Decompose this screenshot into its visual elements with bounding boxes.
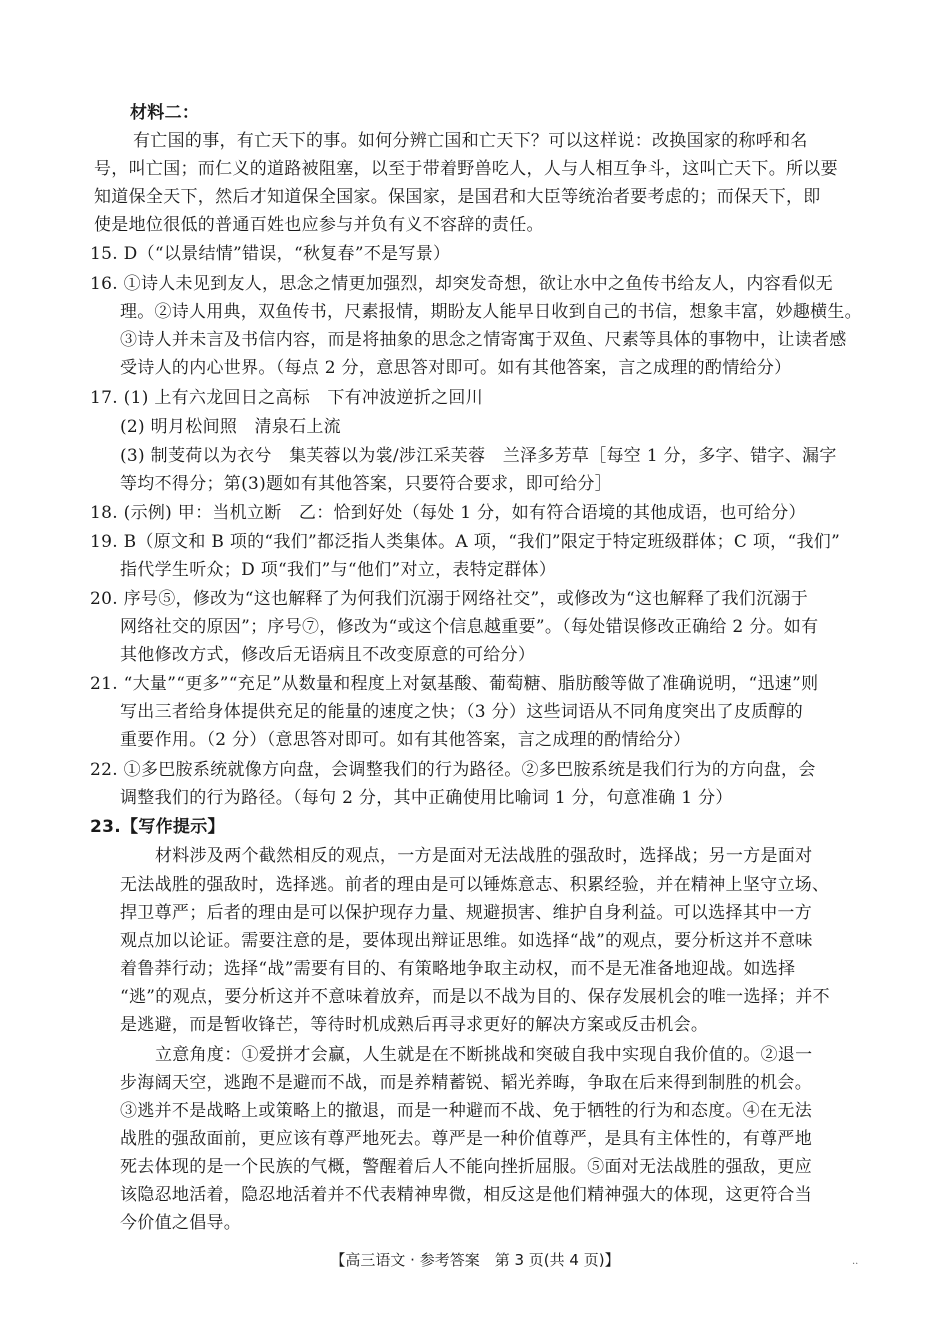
- material2-line: 知道保全天下，然后才知道保全国家。保国家，是国君和大臣等统治者要考虑的；而保天下，即: [94, 187, 821, 207]
- answer-17-line: (2) 明月松间照 清泉石上流: [120, 417, 341, 437]
- writing-para1-line: 材料涉及两个截然相反的观点，一方是面对无法战胜的强敌时，选择战；另一方是面对: [155, 846, 813, 866]
- answer-19-line: 19. B（原文和 B 项的“我们”都泛指人类集体。A 项，“我们”限定于特定班级群体；C 项，“我们”: [90, 532, 841, 552]
- answer-20-line: 网络社交的原因”；序号⑦，修改为“或这个信息越重要”。（每处错误修改正确给 2 分。如有: [120, 617, 819, 637]
- answer-21-line: 写出三者给身体提供充足的能量的速度之快；（3 分）这些词语从不同角度突出了皮质醇的: [120, 702, 804, 722]
- writing-para1-line: “逃”的观点，要分析这并不意味着放弃，而是以不战为目的、保存发展机会的唯一选择；并不: [120, 987, 830, 1007]
- writing-para2-line: 步海阔天空，逃跑不是避而不战，而是养精蓄锐、韬光养晦，争取在后来得到制胜的机会。: [120, 1073, 812, 1093]
- answer-20-line: 其他修改方式，修改后无语病且不改变原意的可给分）: [120, 645, 536, 665]
- answer-17-line: (3) 制芰荷以为衣兮 集芙蓉以为裳/涉江采芙蓉 兰泽多芳草［每空 1 分，多字、错字、漏字: [120, 446, 837, 466]
- writing-para2-line: 死去体现的是一个民族的气概，警醒着后人不能向挫折屈服。⑤面对无法战胜的强敌，更应: [120, 1157, 812, 1177]
- answer-16-line: 16. ①诗人未见到友人，思念之情更加强烈，却突发奇想，欲让水中之鱼传书给友人，内容看似无: [90, 274, 833, 294]
- material2-heading: 材料二：: [130, 103, 200, 123]
- writing-para1-line: 捍卫尊严；后者的理由是可以保护现存力量、规避损害、维护自身利益。可以选择其中一方: [120, 903, 812, 923]
- answer-16-line: ③诗人并未言及书信内容，而是将抽象的思念之情寄寓于双鱼、尺素等具体的事物中，让读者感: [120, 330, 847, 350]
- answer-16-line: 理。②诗人用典，双鱼传书，尺素报情，期盼友人能早日收到自己的书信，想象丰富，妙趣横生。: [120, 302, 862, 322]
- writing-para1-line: 着鲁莽行动；选择“战”需要有目的、有策略地争取主动权，而不是无准备地迎战。如选择: [120, 959, 796, 979]
- writing-para1-line: 无法战胜的强敌时，选择逃。前者的理由是可以锤炼意志、积累经验，并在精神上坚守立场、: [120, 875, 830, 895]
- writing-para2-line: 战胜的强敌面前，更应该有尊严地死去。尊严是一种价值尊严，是具有主体性的，有尊严地: [120, 1129, 812, 1149]
- answer-19-line: 指代学生听众；D 项“我们”与“他们”对立，表特定群体）: [120, 560, 557, 580]
- material2-line: 有亡国的事，有亡天下的事。如何分辨亡国和亡天下？可以这样说：改换国家的称呼和名: [133, 131, 808, 151]
- material2-line: 使是地位很低的普通百姓也应参与并负有义不容辞的责任。: [94, 215, 544, 235]
- material2-line: 号，叫亡国；而仁义的道路被阻塞，以至于带着野兽吃人，人与人相互争斗，这叫亡天下。所以要: [94, 159, 838, 179]
- answer-21-line: 重要作用。（2 分）（意思答对即可。如有其他答案，言之成理的酌情给分）: [120, 730, 691, 750]
- writing-heading: 23.【写作提示】: [90, 817, 225, 837]
- answer-17-line: 17. (1) 上有六龙回日之高标 下有冲波逆折之回川: [90, 388, 484, 408]
- answer-17-line: 等均不得分；第(3)题如有其他答案，只要符合要求，即可给分］: [120, 474, 613, 494]
- corner-mark: ..: [852, 1256, 859, 1267]
- writing-para2-line: 该隐忍地活着，隐忍地活着并不代表精神卑微，相反这是他们精神强大的体现，这更符合当: [120, 1185, 812, 1205]
- answer-16-line: 受诗人的内心世界。（每点 2 分，意思答对即可。如有其他答案，言之成理的酌情给分）: [120, 358, 792, 378]
- writing-para1-line: 是逃避，而是暂收锋芒，等待时机成熟后再寻求更好的解决方案或反击机会。: [120, 1015, 709, 1035]
- answer-20-line: 20. 序号⑤，修改为“这也解释了为何我们沉溺于网络社交”，或修改为“这也解释了我们沉溺于: [90, 589, 809, 609]
- writing-para2-line: 今价值之倡导。: [120, 1213, 242, 1233]
- writing-para2-line: 立意角度：①爱拼才会赢，人生就是在不断挑战和突破自我中实现自我价值的。②退一: [155, 1045, 813, 1065]
- writing-para2-line: ③逃并不是战略上或策略上的撤退，而是一种避而不战、免于牺牲的行为和态度。④在无法: [120, 1101, 812, 1121]
- answer-22-line: 调整我们的行为路径。（每句 2 分，其中正确使用比喻词 1 分，句意准确 1 分）: [120, 788, 733, 808]
- writing-para1-line: 观点加以论证。需要注意的是，要体现出辩证思维。如选择“战”的观点，要分析这并不意味: [120, 931, 813, 951]
- answer-15: 15. D（“以景结情”错误，“秋复春”不是写景）: [90, 244, 451, 264]
- page-footer: 【高三语文 · 参考答案 第 3 页(共 4 页)】: [330, 1251, 620, 1269]
- answer-18: 18. (示例) 甲：当机立断 乙：恰到好处（每处 1 分，如有符合语境的其他成语，也可给分）: [90, 503, 806, 523]
- answer-21-line: 21. “大量”“更多”“充足”从数量和程度上对氨基酸、葡萄糖、脂肪酸等做了准确说明，“迅速”则: [90, 674, 819, 694]
- answer-22-line: 22. ①多巴胺系统就像方向盘，会调整我们的行为路径。②多巴胺系统是我们行为的方向盘，会: [90, 760, 816, 780]
